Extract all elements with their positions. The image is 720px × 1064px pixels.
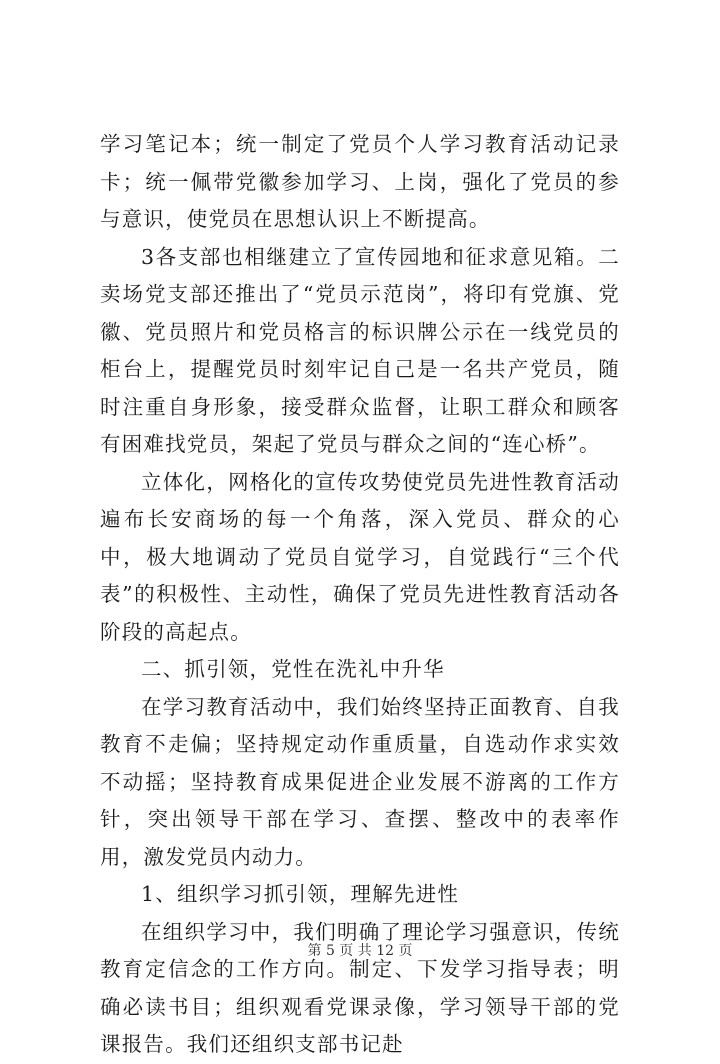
paragraph-publicity-summary: 立体化，网格化的宣传攻势使党员先进性教育活动遍布长安商场的每一个角落，深入党员、群众的心中，极大地调动了党员自觉学习，自觉践行“三个代表”的积极性、主动性，确保了党员先进性教育活动各阶段的高起点。 (100, 469, 620, 644)
document-body (100, 126, 620, 1064)
paragraph-organize-study: 在组织学习中，我们明确了理论学习强意识，传统教育定信念的工作方向。制定、下发学习指导表；明确必读书目；组织观看党课录像，学习领导干部的党课报告。我们还组织支部书记赴 (100, 919, 620, 1056)
paragraph-publicity-board: 3各支部也相继建立了宣传园地和征求意见箱。二卖场党支部还推出了“党员示范岗”，将印有党旗、党徽、党员照片和党员格言的标识牌公示在一线党员的柜台上，提醒党员时刻牢记自己是一名共产党员，随时注重自身形象，接受群众监督，让职工群众和顾客有困难找党员，架起了党员与群众之间的“连心桥”。 (100, 244, 620, 456)
paragraph-study-principles: 在学习教育活动中，我们始终坚持正面教育、自我教育不走偏；坚持规定动作重质量，自选动作求实效不动摇；坚持教育成果促进企业发展不游离的工作方针，突出领导干部在学习、查摆、整改中的表率作用，激发党员内动力。 (100, 694, 620, 869)
section-heading: 二、抓引领，党性在洗礼中升华 (141, 657, 445, 681)
paragraph-continued: 学习笔记本；统一制定了党员个人学习教育活动记录卡；统一佩带党徽参加学习、上岗，强化了党员的参与意识，使党员在思想认识上不断提高。 (100, 132, 620, 231)
page-number-footer: 第 5 页 共 12 页 (307, 943, 413, 959)
subsection-heading: 1、组织学习抓引领，理解先进性 (141, 882, 460, 906)
